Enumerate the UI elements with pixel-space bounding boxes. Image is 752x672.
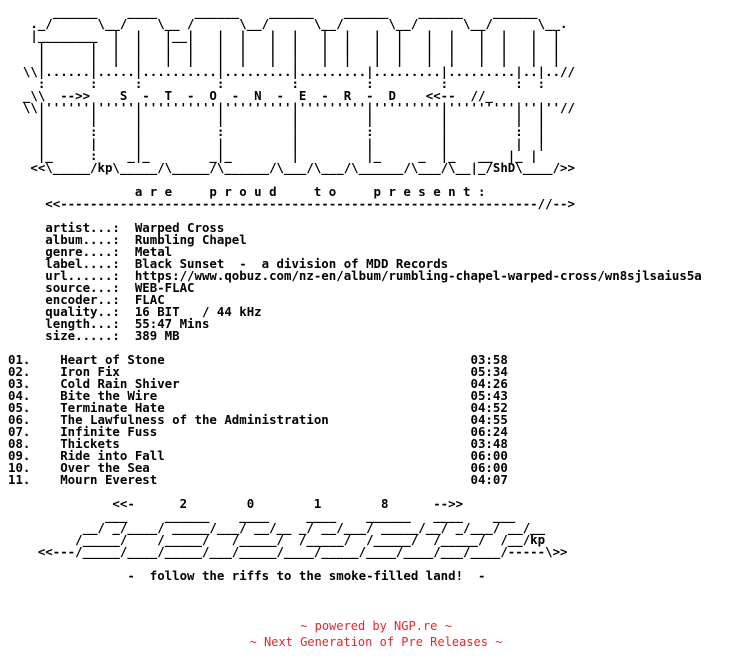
nfo-line: _\\ -->> S - T - O - N - E - R - D <<-- //_ <box>8 88 493 103</box>
nfo-line: 07. Infinite Fuss 06:24 <box>8 424 508 439</box>
nfo-line: 10. Over the Sea 06:00 <box>8 460 508 475</box>
nfo-line: ______ ____ ______ ______ ______ ______ ______ <box>8 4 538 19</box>
nfo-line: __/ _/____/ _____/___/ __/__ _/ __/___/ _____/__/ _/___/ __/__ <box>8 520 546 535</box>
nfo-line: <<\_____/kp\_____/\_____/\______/\___/\___/\______/\___/\__|_/ShD\____/>> <box>8 160 575 175</box>
nfo-line: 06. The Lawfulness of the Administration 04:55 <box>8 412 508 427</box>
nfo-line: length...: 55:47 Mins <box>8 316 210 331</box>
powered-by-text: ~ powered by NGP.re ~ <box>300 619 452 633</box>
nfo-line: size.....: 389 MB <box>8 328 180 343</box>
nfo-line: 01. Heart of Stone 03:58 <box>8 352 508 367</box>
nfo-line: 02. Iron Fix 05:34 <box>8 364 508 379</box>
nfo-line: | | | | | | | | | | | | | | | | | | | | <box>8 40 561 55</box>
footer <box>0 618 752 650</box>
nfo-line: ._/ \__/ \__ / \__/ \__/ \__/ \__/ \__. <box>8 16 568 31</box>
nfo-line: a r e p r o u d t o p r e s e n t : <box>8 184 486 199</box>
nfo-line: | : | : | : | : | <box>8 124 546 139</box>
nfo-line: |_ : _|_ _|_ | |_ _ |_ __ |_ | <box>8 148 538 163</box>
nfo-line: \\|''''''|'''''|''''''''''|'''''''''|'''''''''|'''''''''|'''''''''|''|''// <box>8 100 575 115</box>
nfo-line: genre....: Metal <box>8 244 173 259</box>
nfo-line: 08. Thickets 03:48 <box>8 436 508 451</box>
nfo-line: ___ ______ ____ ____ ______ ____ ___ <box>8 508 516 523</box>
nfo-line: source...: WEB-FLAC <box>8 280 195 295</box>
nfo-line: <<- 2 0 1 8 -->> <box>8 496 464 511</box>
nfo-line: 05. Terminate Hate 04:52 <box>8 400 508 415</box>
nfo-line: quality..: 16 BIT / 44 kHz <box>8 304 262 319</box>
nfo-text <box>8 6 702 582</box>
nfo-line: 09. Ride into Fall 06:00 <box>8 448 508 463</box>
nfo-line: | | | | | | | | | <box>8 112 546 127</box>
nfo-line: <<---/_____/____/_____/___/_____/____/_____/____/____/___/____/-----\>> <box>8 544 568 559</box>
nfo-line: - follow the riffs to the smoke-filled land! - <box>8 568 486 583</box>
nfo-line: url......: https://www.qobuz.com/nz-en/album/rumbling-chapel-warped-cross/wn8sjlsaius5a <box>8 268 702 283</box>
nfo-line: : : : : : : : : : <box>8 76 546 91</box>
nfo-line: 11. Mourn Everest 04:07 <box>8 472 508 487</box>
tagline-text: ~ Next Generation of Pre Releases ~ <box>249 635 503 649</box>
nfo-line: encoder..: FLAC <box>8 292 165 307</box>
nfo-line: album....: Rumbling Chapel <box>8 232 247 247</box>
nfo-line: label....: Black Sunset - a division of MDD Records <box>8 256 449 271</box>
nfo-line: 04. Bite the Wire 05:43 <box>8 388 508 403</box>
nfo-line: \\|......|.....|..........|.........|.........|.........|.........|..|..// <box>8 64 575 79</box>
nfo-line: <<----------------------------------------------------------------//--> <box>8 196 575 211</box>
nfo-line: | | | | | | | | | | | | | | | | | | | | <box>8 52 561 67</box>
nfo-line: artist...: Warped Cross <box>8 220 225 235</box>
nfo-line: /_____/ /_____/ /_____/ /_____/ /_____/ /_____/ /__/kp <box>8 532 546 547</box>
nfo-line: | | | | | | | | | <box>8 136 546 151</box>
nfo-line: 03. Cold Rain Shiver 04:26 <box>8 376 508 391</box>
nfo-line: |________ | | |__| | | | | | | | | | | | | | | <box>8 28 561 43</box>
